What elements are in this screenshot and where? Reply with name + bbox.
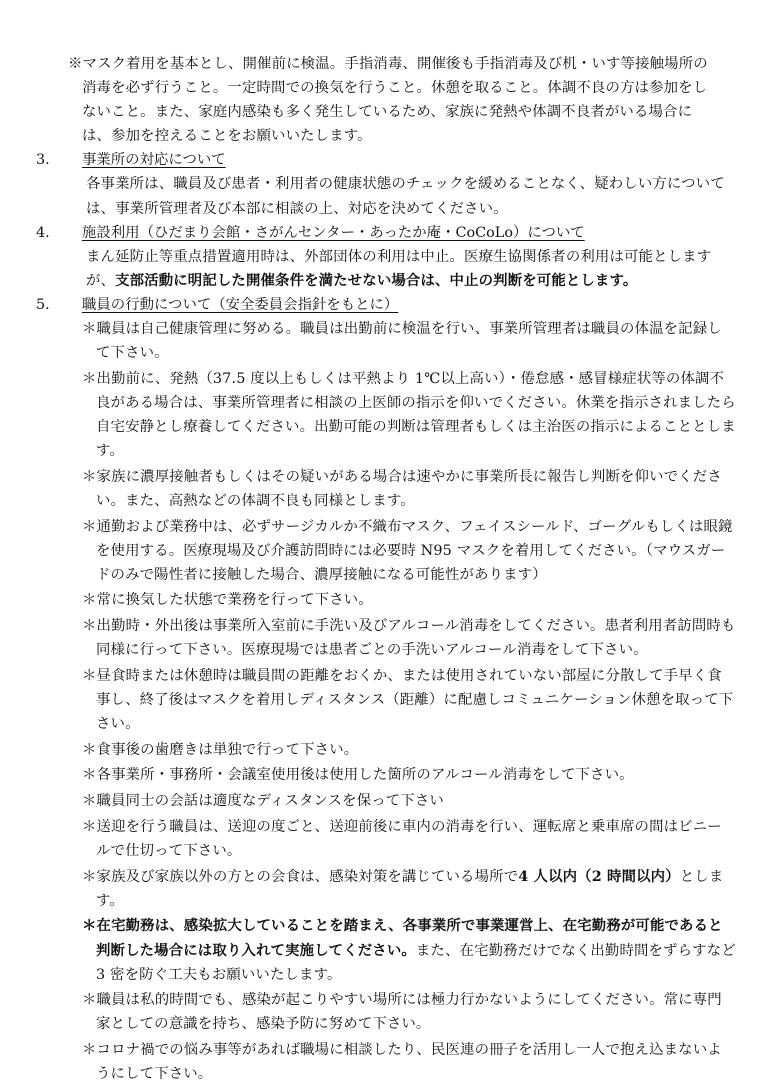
bullet-item: ＊食事後の歯磨きは単独で行って下さい。: [82, 741, 359, 758]
section-5-title: 職員の行動について（安全委員会指針をもとに）: [82, 296, 399, 313]
bullet-item: ＊常に換気した状態で業務を行って下さい。: [82, 592, 373, 609]
intro-paragraph: ※マスク着用を基本とし、開催前に検温。手指消毒、開催後も手指消毒及び机・いす等接触場所の消毒を必ず行うこと。一定時間での換気を行うこと。休憩を取ること。体調不良の方は参加をしないこと。また、家庭内感染も多く発生しているため、家族に発熱や体調不良者がいる場合には、参加を控えることをお願いいたします。: [68, 56, 708, 145]
remote-work-emphasis: ＊在宅勤務は、感染拡大していることを踏まえ、各事業所で事業運営上、在宅勤務が可能であると判断した場合には取り入れて実施してください。: [82, 917, 723, 959]
bullet-item: ＊職員同士の会話は適度なディスタンスを保って下さい: [82, 793, 444, 810]
section-3-title: 事業所の対応について: [82, 152, 226, 169]
bullet-item: ＊職員は自己健康管理に努める。職員は出勤前に検温を行い、事業所管理者は職員の体温を記録して下さい。: [82, 321, 722, 362]
remote-work-text: また、在宅勤務だけでなく出勤時間をずらすなど 3 密を防ぐ工夫もお願いいたします。: [96, 942, 736, 983]
bullet-item: ＊各事業所・事務所・会議室使用後は使用した箇所のアルコール消毒をして下さい。: [82, 767, 634, 784]
bullet-item: ＊昼食時または休憩時は職員間の距離をおくか、または使用されていない部屋に分散して手早く食事し、終了後はマスクを着用しディスタンス（距離）に配慮しコミュニケーション休憩を取って下さい。: [82, 667, 734, 733]
bullet-item-remote-work: [0, 914, 768, 986]
bullet-item: ＊送迎を行う職員は、送迎の度ごと、送迎前後に車内の消毒を行い、運転席と乗車席の間はビニールで仕切って下さい。: [82, 818, 722, 859]
section-4-heading: [0, 221, 768, 245]
section-3-body: 各事業所は、職員及び患者・利用者の健康状態のチェックを緩めることなく、疑わしい方については、事業所管理者及び本部に相談の上、対応を決めてください。: [86, 176, 725, 217]
bullet-item: ＊出勤時・外出後は事業所入室前に手洗い及びアルコール消毒をしてください。患者利用者訪問時も同様に行って下さい。医療現場では患者ごとの手洗いアルコール消毒をして下さい。: [82, 618, 736, 659]
section-4-body-text: まん延防止等重点措置適用時は、外部団体の利用は中止。医療生協関係者の利用は可能としますが、: [86, 248, 712, 289]
family-meal-text: ＊家族及び家族以外の方との会食は、感染対策を講じている場所で: [82, 868, 519, 885]
family-meal-limit: 4 人以内（2 時間以内）: [518, 867, 680, 885]
section-5-bullet-list: [0, 317, 768, 1086]
bullet-item: ＊職員は私的時間でも、感染が起こりやすい場所には極力行かないようにしてください。常に専門家としての意識を持ち、感染予防に努めて下さい。: [82, 992, 722, 1033]
bullet-item-family-meal: [0, 865, 768, 913]
section-4-body: [0, 245, 768, 293]
bullet-item: ＊出勤前に、発熱（37.5 度以上もしくは平熱より 1℃以上高い）・倦怠感・感冒様症状等の体調不良がある場合は、事業所管理者に相談の上医師の指示を仰いでください。休業を指示されましたら自宅安静とし療養してください。出勤可能の判断は管理者もしくは主治医の指示によることとします。: [82, 370, 736, 460]
bullet-item: ＊家族に濃厚接触者もしくはその疑いがある場合は速やかに事業所長に報告し判断を仰いでください。また、高熱などの体調不良も同様とします。: [82, 468, 722, 509]
section-4-number: 4.: [36, 224, 50, 241]
family-meal-text-end: とします。: [96, 868, 724, 909]
bullet-item: ＊コロナ禍での悩み事等があれば職場に相談したり、民医連の冊子を活用し一人で抱え込まないようにして下さい。: [82, 1042, 722, 1083]
section-5-heading: [0, 293, 768, 317]
section-3-number: 3.: [36, 152, 50, 169]
section-4-title: 施設利用（ひだまり会館・さがんセンター・あったか庵・CoCoLo）について: [82, 224, 585, 241]
section-3-heading: [0, 148, 768, 172]
section-5-number: 5.: [36, 296, 50, 313]
section-4-body-emphasis: 支部活動に明記した開催条件を満たせない場合は、中止の判断を可能とします。: [115, 271, 638, 289]
bullet-item: ＊通勤および業務中は、必ずサージカルか不織布マスク、フェイスシールド、ゴーグルもしくは眼鏡を使用する。医療現場及び介護訪問時には必要時 N95 マスクを着用してください。（マウスガードのみで陽性者に接触した場合、濃厚接触になる可能性があります）: [82, 518, 733, 583]
